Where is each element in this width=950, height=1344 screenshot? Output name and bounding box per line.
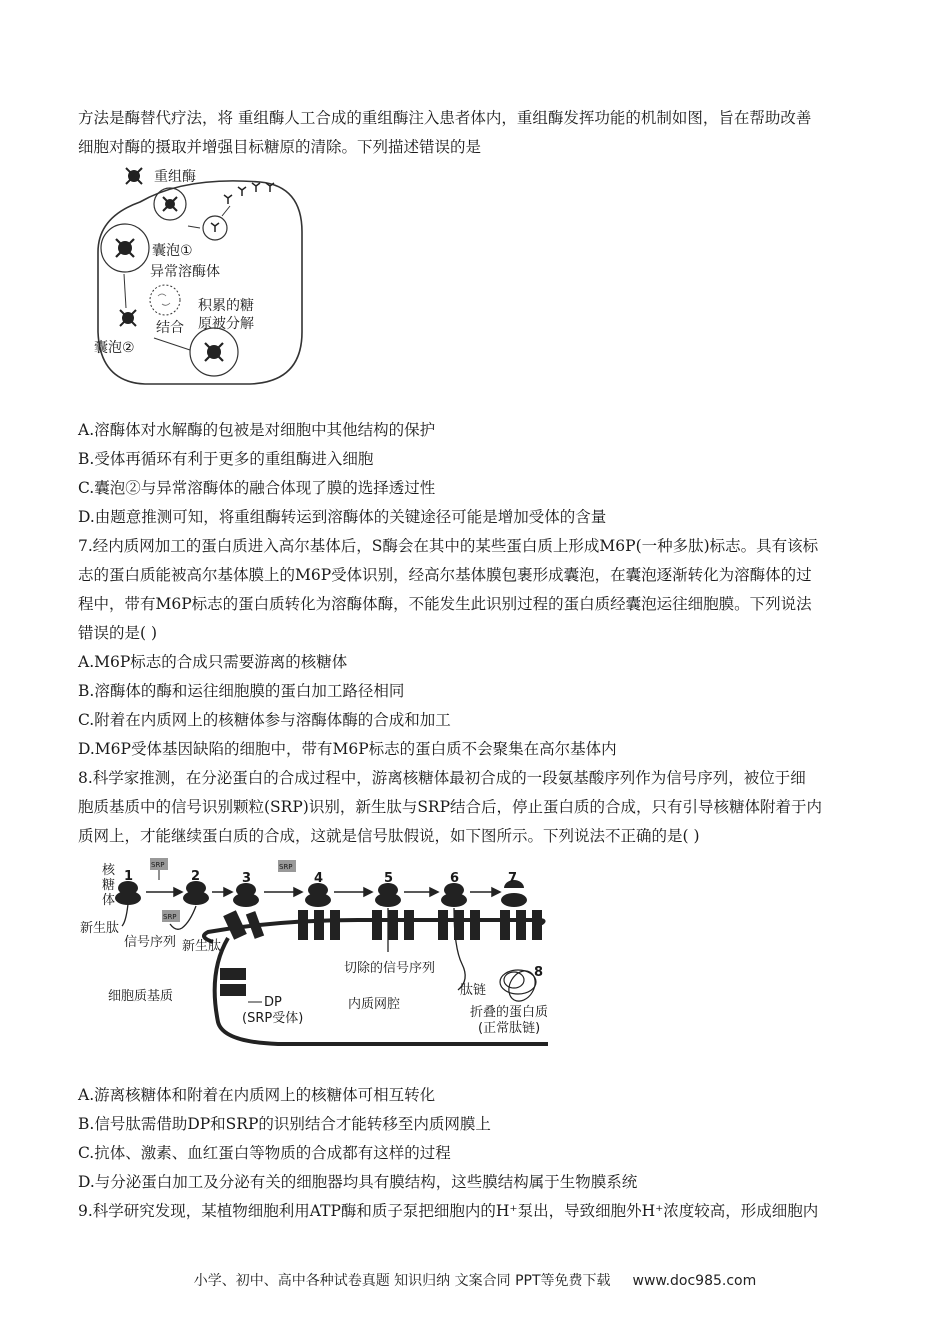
label-srp-receptor: (SRP受体) [242, 1011, 304, 1026]
q8-option-c: C.抗体、激素、血红蛋白等物质的合成都有这样的过程 [78, 1144, 451, 1162]
q9-line-1: 9.科学研究发现，某植物细胞利用ATP酶和质子泵把细胞内的H⁺泵出，导致细胞外H⁺浓度较高，形成细胞内 [78, 1202, 819, 1220]
srp-label-3: SRP [279, 863, 293, 871]
step-1: 1 [124, 869, 134, 884]
footer-url[interactable]: www.doc985.com [632, 1273, 757, 1289]
q8-option-d: D.与分泌蛋白加工及分泌有关的细胞器均具有膜结构，这些膜结构属于生物膜系统 [78, 1173, 638, 1191]
q6-option-c: C.囊泡②与异常溶酶体的融合体现了膜的选择透过性 [78, 479, 436, 497]
q7-stem-2: 志的蛋白质能被高尔基体膜上的M6P受体识别，经高尔基体膜包裹形成囊泡，在囊泡逐渐转化为溶酶体的过 [78, 566, 812, 584]
label-ribosome-1: 核 [102, 863, 116, 878]
label-ribosome-2: 糖 [102, 878, 116, 893]
label-vesicle2: 囊泡② [94, 340, 135, 356]
label-dp: DP [264, 995, 282, 1010]
label-abnormal-lysosome: 异常溶酶体 [150, 264, 220, 280]
step-6: 6 [450, 871, 460, 886]
fused-lysosome-enzyme-icon [205, 343, 223, 361]
enzyme-outside-icon [126, 168, 142, 184]
q7-stem-4: 错误的是( ) [78, 624, 158, 642]
signal-peptide-figure [78, 852, 568, 1052]
step-4: 4 [314, 871, 324, 886]
vesicle1-enzyme-icon [116, 239, 134, 257]
label-nascent-1: 新生肽 [80, 921, 120, 936]
q8-option-b: B.信号肽需借助DP和SRP的识别结合才能转移至内质网膜上 [78, 1115, 491, 1133]
label-er-lumen: 内质网腔 [348, 997, 401, 1012]
label-ribosome-3: 体 [102, 893, 116, 908]
label-glycogen-2: 原被分解 [198, 316, 254, 332]
q7-stem-3: 程中，带有M6P标志的蛋白质转化为溶酶体酶，不能发生此识别过程的蛋白质经囊泡运往细胞膜。下列说法 [78, 595, 812, 613]
q6-option-d: D.由题意推测可知，将重组酶转运到溶酶体的关键途径可能是增加受体的含量 [78, 508, 607, 526]
q7-stem-1: 7.经内质网加工的蛋白质进入高尔基体后，S酶会在其中的某些蛋白质上形成M6P(一种多肽)标志。具有该标 [78, 537, 819, 555]
label-cut-signal: 切除的信号序列 [344, 961, 436, 976]
q7-option-a: A.M6P标志的合成只需要游离的核糖体 [78, 653, 348, 671]
label-vesicle1: 囊泡① [152, 243, 193, 259]
srp-label-2: SRP [163, 913, 177, 921]
q7-option-c: C.附着在内质网上的核糖体参与溶酶体酶的合成和加工 [78, 711, 451, 729]
q8-option-a: A.游离核糖体和附着在内质网上的核糖体可相互转化 [78, 1086, 436, 1104]
label-enzyme: 重组酶 [154, 169, 196, 185]
step-5: 5 [384, 871, 394, 886]
q7-option-b: B.溶酶体的酶和运往细胞膜的蛋白加工路径相同 [78, 682, 405, 700]
q8-stem-3: 质网上，才能继续蛋白质的合成，这就是信号肽假说，如下图所示。下列说法不正确的是( ) [78, 827, 700, 845]
step-7: 7 [508, 871, 518, 886]
receptors [224, 183, 274, 204]
label-peptide: 肽链 [460, 983, 487, 998]
label-signal-seq: 信号序列 [124, 935, 177, 950]
q6-option-b: B.受体再循环有利于更多的重组酶进入细胞 [78, 450, 374, 468]
label-folded-2: (正常肽链) [478, 1021, 541, 1036]
intro-line-2: 细胞对酶的摄取并增强目标糖原的清除。下列描述错误的是 [78, 138, 482, 156]
enzyme-mechanism-figure [90, 162, 320, 402]
step-3: 3 [242, 871, 252, 886]
q7-option-d: D.M6P受体基因缺陷的细胞中，带有M6P标志的蛋白质不会聚集在高尔基体内 [78, 740, 617, 758]
footer-text: 小学、初中、高中各种试卷真题 知识归纳 文案合同 PPT等免费下载 [193, 1273, 611, 1289]
label-cytosol: 细胞质基质 [108, 989, 174, 1004]
step-8: 8 [534, 965, 544, 980]
label-folded-1: 折叠的蛋白质 [470, 1005, 549, 1020]
intro-line-1: 方法是酶替代疗法，将 重组酶人工合成的重组酶注入患者体内，重组酶发挥功能的机制如图，旨在帮助改善 [78, 109, 812, 127]
srp-label-1: SRP [151, 861, 165, 869]
label-combine: 结合 [156, 320, 184, 336]
label-nascent-2: 新生肽 [182, 939, 222, 954]
page-footer [0, 1270, 950, 1290]
enzyme-endocytosed-icon [163, 197, 177, 211]
q8-stem-1: 8.科学家推测，在分泌蛋白的合成过程中，游离核糖体最初合成的一段氨基酸序列作为信号序列，被位于细 [78, 769, 806, 787]
step-2: 2 [191, 869, 201, 884]
vesicle2-enzyme-icon [120, 310, 136, 326]
q6-option-a: A.溶酶体对水解酶的包被是对细胞中其他结构的保护 [78, 421, 436, 439]
q8-stem-2: 胞质基质中的信号识别颗粒(SRP)识别，新生肽与SRP结合后，停止蛋白质的合成，只有引导核糖体附着于内 [78, 798, 823, 816]
label-glycogen-1: 积累的糖 [198, 298, 254, 314]
